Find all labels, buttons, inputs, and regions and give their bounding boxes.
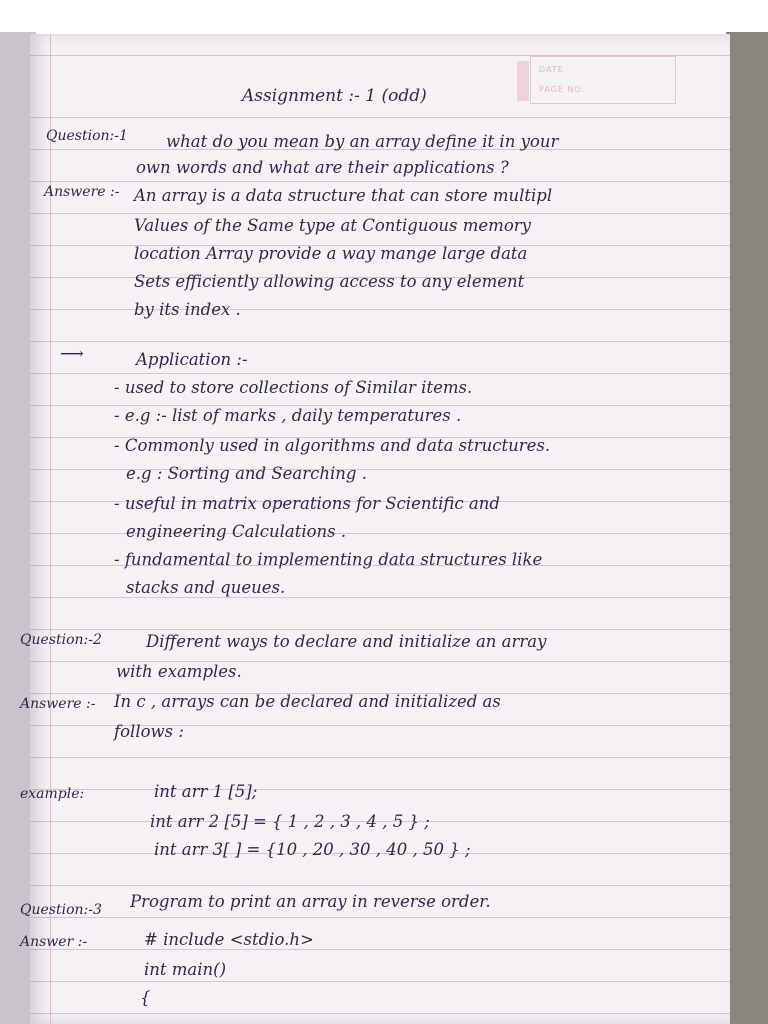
application-line: engineering Calculations . bbox=[126, 522, 347, 541]
arrow-icon: ⟶ bbox=[60, 344, 84, 363]
answer-2-label: Answere :- bbox=[20, 696, 96, 712]
question-2-line: with examples. bbox=[116, 662, 242, 681]
top-background bbox=[0, 0, 768, 32]
question-1-label: Question:-1 bbox=[46, 128, 128, 144]
application-line: - fundamental to implementing data structures like bbox=[114, 550, 543, 569]
application-line: - Commonly used in algorithms and data structures. bbox=[114, 436, 551, 455]
date-box bbox=[530, 56, 676, 104]
application-line: - e.g :- list of marks , daily temperatures . bbox=[114, 406, 462, 425]
page-number-label: PAGE NO. bbox=[539, 85, 585, 94]
answer-3-label: Answer :- bbox=[20, 934, 88, 950]
answer-3-code-line: int main() bbox=[144, 960, 227, 979]
answer-1-line: location Array provide a way mange large data bbox=[134, 244, 528, 263]
application-line: - useful in matrix operations for Scientific and bbox=[114, 494, 500, 513]
question-3-label: Question:-3 bbox=[20, 902, 102, 918]
answer-2-line: follows : bbox=[114, 722, 184, 741]
question-2-label: Question:-2 bbox=[20, 632, 102, 648]
answer-1-line: An array is a data structure that can store multipl bbox=[134, 186, 553, 205]
date-label: DATE bbox=[539, 65, 564, 74]
answer-1-line: Sets efficiently allowing access to any element bbox=[134, 272, 525, 291]
answer-1-line: by its index . bbox=[134, 300, 241, 319]
question-1-line: what do you mean by an array define it in your bbox=[166, 132, 559, 151]
application-line: e.g : Sorting and Searching . bbox=[126, 464, 367, 483]
application-line: stacks and queues. bbox=[126, 578, 286, 597]
desk-surface-right bbox=[726, 32, 768, 1024]
question-2-line: Different ways to declare and initialize an array bbox=[146, 632, 547, 651]
application-line: - used to store collections of Similar items. bbox=[114, 378, 473, 397]
notebook-brand-stamp bbox=[517, 61, 529, 101]
question-3-text: Program to print an array in reverse order. bbox=[130, 892, 491, 911]
example-code-line: int arr 1 [5]; bbox=[154, 782, 258, 801]
notebook-page bbox=[20, 34, 730, 1024]
answer-3-code-line: { bbox=[140, 988, 151, 1007]
applications-heading: Application :- bbox=[136, 350, 248, 369]
answer-3-code-line: # include <stdio.h> bbox=[144, 930, 314, 949]
example-code-line: int arr 3[ ] = {10 , 20 , 30 , 40 , 50 } ; bbox=[154, 840, 471, 859]
answer-1-label: Answere :- bbox=[44, 184, 120, 200]
answer-1-line: Values of the Same type at Contiguous memory bbox=[134, 216, 531, 235]
question-1-line: own words and what are their applications ? bbox=[136, 158, 509, 177]
answer-2-line: In c , arrays can be declared and initialized as bbox=[114, 692, 501, 711]
example-code-line: int arr 2 [5] = { 1 , 2 , 3 , 4 , 5 } ; bbox=[150, 812, 430, 831]
example-label: example: bbox=[20, 786, 85, 802]
margin-line bbox=[50, 34, 51, 1024]
page-title: Assignment :- 1 (odd) bbox=[242, 86, 427, 106]
